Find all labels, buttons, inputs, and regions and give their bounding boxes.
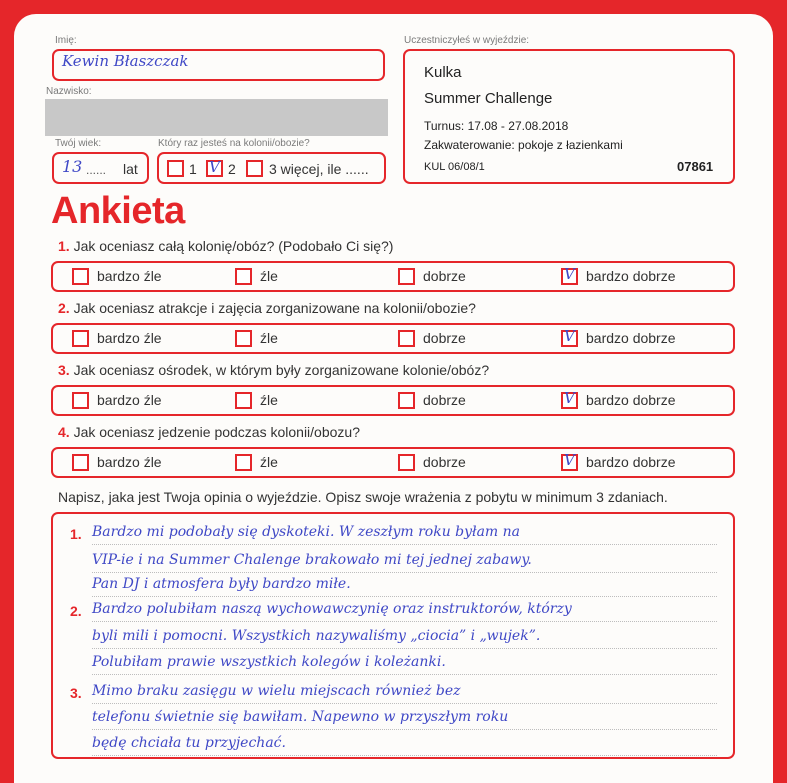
visit-option-3: 3 więcej, ile ...... — [269, 161, 369, 177]
question-text: Jak oceniasz ośrodek, w którym były zorganizowane kolonie/obóz? — [73, 362, 490, 378]
option-label: bardzo źle — [97, 268, 162, 284]
handwritten-line: Mimo braku zasięgu w wielu miejscach również bez — [92, 683, 461, 699]
question-1 — [58, 238, 393, 254]
option-checkbox[interactable] — [235, 268, 252, 285]
turnus-dates: Turnus: 17.08 - 27.08.2018 — [424, 119, 569, 133]
question-2 — [58, 300, 476, 316]
option-checkbox[interactable] — [72, 330, 89, 347]
option-checkbox[interactable] — [72, 268, 89, 285]
question-4 — [58, 424, 360, 440]
ruled-line — [92, 544, 717, 545]
handwritten-line: będę chciała tu przyjechać. — [92, 735, 286, 751]
camp-program: Summer Challenge — [424, 90, 553, 107]
option-checkbox[interactable] — [72, 392, 89, 409]
name-label: Imię: — [55, 35, 77, 46]
ruled-line — [92, 572, 717, 573]
opinion-prompt: Napisz, jaka jest Twoja opinia o wyjeździe. Opisz swoje wrażenia z pobytu w minimum 3 zdaniach. — [58, 489, 668, 505]
surname-label: Nazwisko: — [46, 86, 92, 97]
option-checkbox[interactable] — [398, 392, 415, 409]
visit-check-mark: V — [209, 158, 220, 176]
accommodation: Zakwaterowanie: pokoje z łazienkami — [424, 138, 623, 152]
age-dots: ...... — [86, 163, 107, 177]
question-number: 2. — [58, 300, 70, 316]
option-label: dobrze — [423, 454, 466, 470]
ruled-line — [92, 621, 717, 622]
question-text: Jak oceniasz jedzenie podczas kolonii/obozu? — [73, 424, 360, 440]
visit-option-1: 1 — [189, 161, 197, 177]
visit-checkbox-3[interactable] — [246, 160, 263, 177]
paragraph-number: 1. — [70, 526, 82, 542]
check-mark: V — [564, 451, 575, 469]
question-text: Jak oceniasz całą kolonię/obóz? (Podobało Ci się?) — [73, 238, 394, 254]
option-label: źle — [260, 454, 278, 470]
handwritten-line: byli mili i pomocni. Wszystkich nazywaliśmy „ciocia” i „wujek”. — [92, 628, 541, 644]
ruled-line — [92, 596, 717, 597]
age-label: Twój wiek: — [55, 138, 102, 149]
ruled-line — [92, 674, 717, 675]
ruled-line — [92, 703, 717, 704]
option-checkbox[interactable] — [398, 330, 415, 347]
surname-redacted-field — [45, 99, 388, 136]
paragraph-number: 2. — [70, 603, 82, 619]
ruled-line — [92, 648, 717, 649]
check-mark: V — [564, 265, 575, 283]
visit-checkbox-1[interactable] — [167, 160, 184, 177]
option-checkbox[interactable] — [235, 330, 252, 347]
option-label: dobrze — [423, 268, 466, 284]
option-label: źle — [260, 268, 278, 284]
check-mark: V — [564, 389, 575, 407]
option-label: bardzo dobrze — [586, 330, 676, 346]
question-number: 4. — [58, 424, 70, 440]
option-label: bardzo dobrze — [586, 268, 676, 284]
option-checkbox[interactable] — [72, 454, 89, 471]
question-number: 1. — [58, 238, 70, 254]
check-mark: V — [564, 327, 575, 345]
participant-label: Uczestniczyłeś w wyjeździe: — [404, 35, 530, 46]
option-label: źle — [260, 330, 278, 346]
question-number: 3. — [58, 362, 70, 378]
option-label: źle — [260, 392, 278, 408]
handwritten-line: Pan DJ i atmosfera były bardzo miłe. — [92, 576, 351, 592]
visit-label: Który raz jesteś na kolonii/obozie? — [158, 138, 310, 149]
paragraph-number: 3. — [70, 685, 82, 701]
age-value: 13 — [62, 157, 83, 176]
page-title: Ankieta — [51, 190, 185, 232]
option-label: bardzo dobrze — [586, 454, 676, 470]
option-checkbox[interactable] — [398, 268, 415, 285]
option-checkbox[interactable] — [235, 392, 252, 409]
question-text: Jak oceniasz atrakcje i zajęcia zorganizowane na kolonii/obozie? — [73, 300, 476, 316]
age-suffix: lat — [123, 161, 138, 177]
option-label: bardzo dobrze — [586, 392, 676, 408]
ruled-line — [92, 729, 717, 730]
question-3 — [58, 362, 489, 378]
form-number: 07861 — [677, 159, 714, 174]
visit-option-2: 2 — [228, 161, 236, 177]
option-label: bardzo źle — [97, 454, 162, 470]
ruled-line — [92, 755, 717, 756]
handwritten-line: Polubiłam prawie wszystkich kolegów i koleżanki. — [92, 654, 446, 670]
option-label: bardzo źle — [97, 392, 162, 408]
camp-code: KUL 06/08/1 — [424, 161, 485, 173]
name-value: Kewin Błaszczak — [62, 52, 189, 70]
option-label: bardzo źle — [97, 330, 162, 346]
option-checkbox[interactable] — [235, 454, 252, 471]
handwritten-line: Bardzo mi podobały się dyskoteki. W zeszłym roku byłam na — [92, 524, 521, 540]
option-checkbox[interactable] — [398, 454, 415, 471]
handwritten-line: VIP-ie i na Summer Chalenge brakowało mi tej jednej zabawy. — [92, 552, 532, 568]
camp-name: Kulka — [424, 64, 462, 81]
option-label: dobrze — [423, 392, 466, 408]
option-label: dobrze — [423, 330, 466, 346]
handwritten-line: Bardzo polubiłam naszą wychowawczynię oraz instruktorów, którzy — [92, 601, 572, 617]
handwritten-line: telefonu świetnie się bawiłam. Napewno w przyszłym roku — [92, 709, 509, 725]
